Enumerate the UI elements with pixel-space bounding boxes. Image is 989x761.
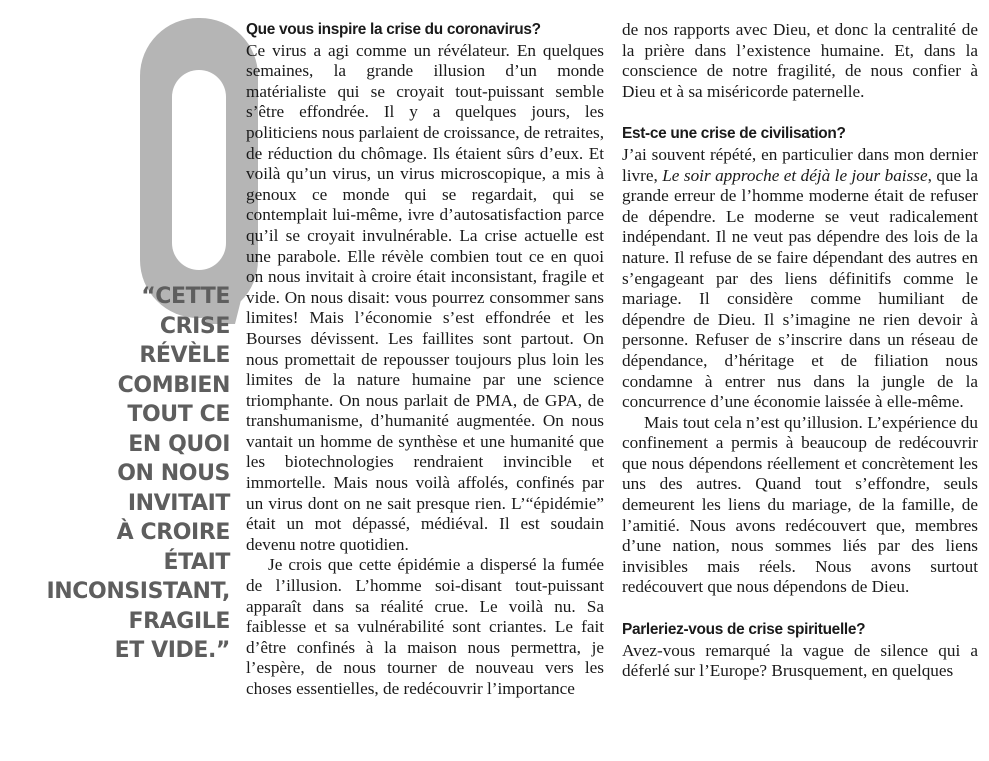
pull-quote-line: À CROIRE xyxy=(116,520,230,545)
answer-text: J’ai souvent répété, en particulier dans mon dernier livre, xyxy=(622,144,978,185)
pull-quote-line: FRAGILE xyxy=(128,608,230,634)
decorative-q-counter xyxy=(172,70,226,270)
pull-quote-line: ET VIDE.” xyxy=(114,638,230,663)
answer-paragraph xyxy=(622,145,978,413)
article-column-2 xyxy=(622,20,978,682)
answer-paragraph: Mais tout cela n’est qu’illusion. L’expérience du confinement a permis à beaucoup de redécouvrir que nous dépendons réellement et concrètement les uns des autres. Quand tout s’effondre, seuls demeurent les liens du mariage, de la famille, de l’amitié. Nous avons redécouvert que, membres d’une nation, nous sommes liés par des liens invisibles mais réels. Nous avons surtout redécouvert que nous dépendons de Dieu. xyxy=(622,412,978,597)
interview-question: Est-ce une crise de civilisation? xyxy=(622,125,846,143)
pull-quote-line: EN QUOI xyxy=(128,431,230,457)
pull-quote-line: ON NOUS xyxy=(117,461,230,486)
pull-quote-line: CRISE xyxy=(159,313,230,339)
pull-quote-line: TOUT CE xyxy=(127,402,230,427)
answer-paragraph: Avez-vous remarqué la vague de silence qui a déferlé sur l’Europe? Brusquement, en quelques xyxy=(622,640,978,681)
book-title: Le soir approche et déjà le jour baisse xyxy=(662,165,928,185)
interview-question: Que vous inspire la crise du coronavirus? xyxy=(246,21,541,38)
answer-paragraph: Ce virus a agi comme un révélateur. En quelques semaines, la grande illusion d’un monde matérialiste qui se croyait tout-puissant semble s’être effondrée. Il y a quelques jours, les politiciens nous parlaient de croissance, de retraites, de réduction du chômage. Ils étaient sûrs d’eux. Et voilà qu’un virus, un virus microscopique, a mis à genoux ce monde qui se regardait, qui se contemplait lui-même, ivre d’autosatisfaction parce qu’il se croyait invulnérable. La crise actuelle est une parabole. Elle révèle combien tout ce en quoi on nous invitait à croire était inconsistant, fragile et vide. On nous disait: vous pourrez consommer sans limites! Mais l’économie s’est effondrée et les Bourses dévissent. Les faillites sont partout. On nous promettait de repousser toujours plus loin les limites de la nature humaine par une science triomphante. On nous parlait de PMA, de GPA, de transhumanisme, d’humanité augmentée. On nous vantait un homme de synthèse et une humanité que les biotechnologies rendraient invincible et immortelle. Mais nous voilà affolés, confinés par un virus dont on ne sait presque rien. L’“épidémie” était un mot dépassé, médiéval. Il est soudain devenu notre quotidien. xyxy=(246,40,604,554)
interview-question: Parleriez-vous de crise spirituelle? xyxy=(622,621,866,639)
article-column-1 xyxy=(246,20,604,700)
pull-quote xyxy=(40,282,230,666)
pull-quote-line: “CETTE xyxy=(141,284,230,309)
pull-quote-line: INVITAIT xyxy=(127,490,230,516)
answer-paragraph: de nos rapports avec Dieu, et donc la centralité de la prière dans l’existence humaine. Et, dans la conscience de notre fragilité, de nous confier à Dieu et à sa miséricorde paternelle. xyxy=(622,20,978,101)
pull-quote-line: COMBIEN xyxy=(117,372,230,398)
pull-quote-line: INCONSISTANT, xyxy=(46,579,230,604)
answer-text: , que la grande erreur de l’homme moderne était de refuser de dépendre. Le moderne se veut radicalement indépendant. Il ne veut pas dépendre des lois de la nature. Il refuse de se faire dépendant des autres en s’engageant par des liens définitifs comme le mariage. Il considère comme humiliant de dépendre de Dieu. Il s’imagine ne rien devoir à personne. Refuser de s’inscrire dans un réseau de dépendance, d’héritage et de filiation nous condamne à entrer nus dans la jungle de la concurrence d’une économie laissée à elle-même. xyxy=(622,165,978,412)
pull-quote-line: RÉVÈLE xyxy=(139,343,230,368)
answer-paragraph: Je crois que cette épidémie a dispersé la fumée de l’illusion. L’homme soi-disant tout-puissant apparaît dans sa réalité crue. Le voilà nu. Sa faiblesse et sa vulnérabilité sont criantes. Le fait d’être confinés à la maison nous permettra, je l’espère, de nous tourner de nouveau vers les choses essentielles, de redécouvrir l’importance xyxy=(246,555,604,698)
pull-quote-line: ÉTAIT xyxy=(163,549,230,575)
